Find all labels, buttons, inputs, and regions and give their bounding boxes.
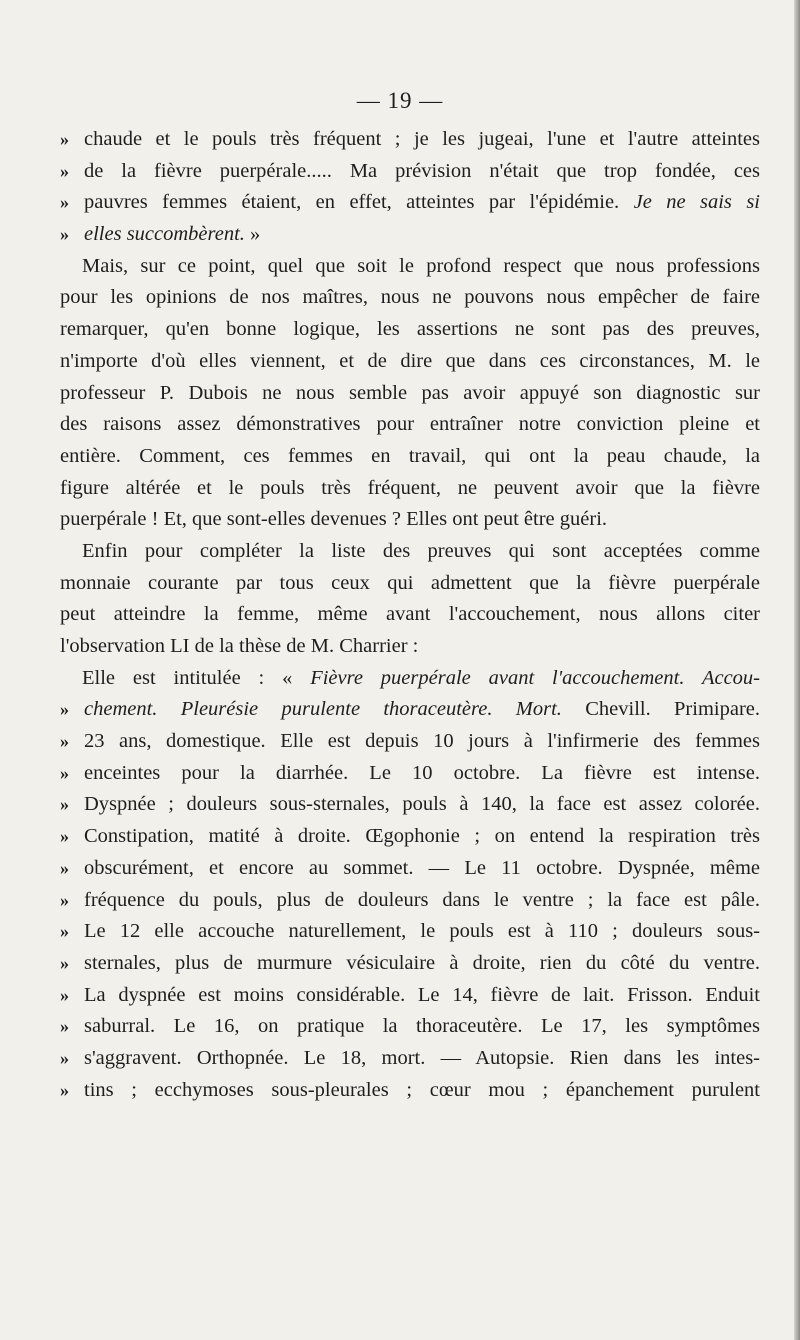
line-text: n'importe d'où elles viennent, et de dire que dans ces circonstances, M. le	[60, 349, 760, 372]
text-line	[60, 568, 760, 600]
line-text: puerpérale ! Et, que sont-elles devenues ? Elles ont peut être guéri.	[60, 508, 608, 531]
line-text: Enfin pour compléter la liste des preuves qui sont acceptées comme	[82, 539, 760, 562]
line-text: des raisons assez démonstratives pour entraîner notre conviction pleine et	[60, 413, 760, 436]
line-text: chaude et le pouls très fréquent ; je les jugeai, l'une et l'autre atteintes	[84, 128, 760, 150]
text-line	[60, 187, 760, 219]
text-line	[60, 1011, 760, 1043]
text-line	[60, 314, 760, 346]
line-text: de la fièvre puerpérale..... Ma prévision n'était que trop fondée, ces	[84, 159, 760, 182]
line-text: Le 12 elle accouche naturellement, le pouls est à 110 ; douleurs sous-	[84, 920, 760, 943]
text-line	[60, 1075, 760, 1107]
line-text: Elle est intitulée : «	[82, 666, 311, 689]
page-number: — 19 —	[356, 88, 444, 113]
line-text: saburral. Le 16, on pratique la thoraceutère. Le 17, les symptômes	[84, 1015, 760, 1038]
text-line	[60, 726, 760, 758]
text-line	[60, 378, 760, 410]
text-line	[60, 282, 760, 314]
text-line	[60, 409, 760, 441]
text-line	[60, 663, 760, 695]
line-text: Chevill. Primipare.	[561, 698, 760, 721]
line-text: tins ; ecchymoses sous-pleurales ; cœur mou ; épanchement purulent	[84, 1078, 760, 1101]
line-text: La dyspnée est moins considérable. Le 14, fièvre de lait. Frisson. Enduit	[84, 983, 760, 1006]
line-text: l'observation LI de la thèse de M. Charrier :	[60, 635, 419, 657]
text-line	[60, 789, 760, 821]
text-line	[60, 948, 760, 980]
text-line	[60, 124, 760, 156]
line-text: peut atteindre la femme, même avant l'accouchement, nous allons citer	[60, 603, 760, 626]
line-text: Dyspnée ; douleurs sous-sternales, pouls à 140, la face est assez colorée.	[84, 793, 760, 816]
text-line	[60, 758, 760, 790]
line-text: fréquence du pouls, plus de douleurs dans le ventre ; la face est pâle.	[84, 888, 760, 911]
text-line	[60, 631, 760, 663]
line-text: Mais, sur ce point, quel que soit le profond respect que nous professions	[82, 254, 760, 277]
line-italic-text: Je ne sais si	[633, 191, 760, 214]
text-line	[60, 853, 760, 885]
text-line	[60, 441, 760, 473]
line-text: pauvres femmes étaient, en effet, atteintes par l'épidémie.	[84, 191, 634, 214]
line-text: sternales, plus de murmure vésiculaire à droite, rien du côté du ventre.	[84, 951, 760, 974]
text-line	[60, 346, 760, 378]
line-text: s'aggravent. Orthopnée. Le 18, mort. — Autopsie. Rien dans les intes-	[84, 1046, 760, 1069]
text-line	[60, 473, 760, 505]
text-line	[60, 821, 760, 853]
line-text: enceintes pour la diarrhée. Le 10 octobre. La fièvre est intense.	[84, 761, 760, 784]
text-line	[60, 156, 760, 188]
text-line	[60, 980, 760, 1012]
line-text: »	[244, 223, 261, 246]
line-text: professeur P. Dubois ne nous semble pas avoir appuyé son diagnostic sur	[60, 381, 760, 404]
line-text: monnaie courante par tous ceux qui admettent que la fièvre puerpérale	[60, 571, 760, 594]
text-line	[60, 916, 760, 948]
body-text	[60, 124, 760, 1106]
line-text: 23 ans, domestique. Elle est depuis 10 jours à l'infirmerie des femmes	[84, 730, 760, 753]
text-line	[60, 251, 760, 283]
text-line	[60, 694, 760, 726]
line-text: entière. Comment, ces femmes en travail, qui ont la peau chaude, la	[60, 444, 760, 467]
text-line	[60, 599, 760, 631]
page-edge	[794, 0, 800, 1340]
text-line	[60, 1043, 760, 1075]
line-text: remarquer, qu'en bonne logique, les assertions ne sont pas des preuves,	[60, 318, 760, 341]
line-text: pour les opinions de nos maîtres, nous ne pouvons nous empêcher de faire	[60, 286, 760, 309]
line-text: figure altérée et le pouls très fréquent, ne peuvent avoir que la fièvre	[60, 476, 760, 499]
text-line	[60, 504, 760, 536]
line-italic-text: chement. Pleurésie purulente thoraceutère. Mort.	[84, 698, 562, 721]
line-italic-text: elles succombèrent.	[84, 223, 245, 246]
text-line	[60, 219, 760, 251]
line-italic-text: Fièvre puerpérale avant l'accouchement. Accou-	[310, 666, 760, 689]
line-text: Constipation, matité à droite. Œgophonie ; on entend la respiration très	[84, 825, 760, 848]
text-line	[60, 885, 760, 917]
text-line	[60, 536, 760, 568]
line-text: obscurément, et encore au sommet. — Le 11 octobre. Dyspnée, même	[84, 856, 760, 879]
